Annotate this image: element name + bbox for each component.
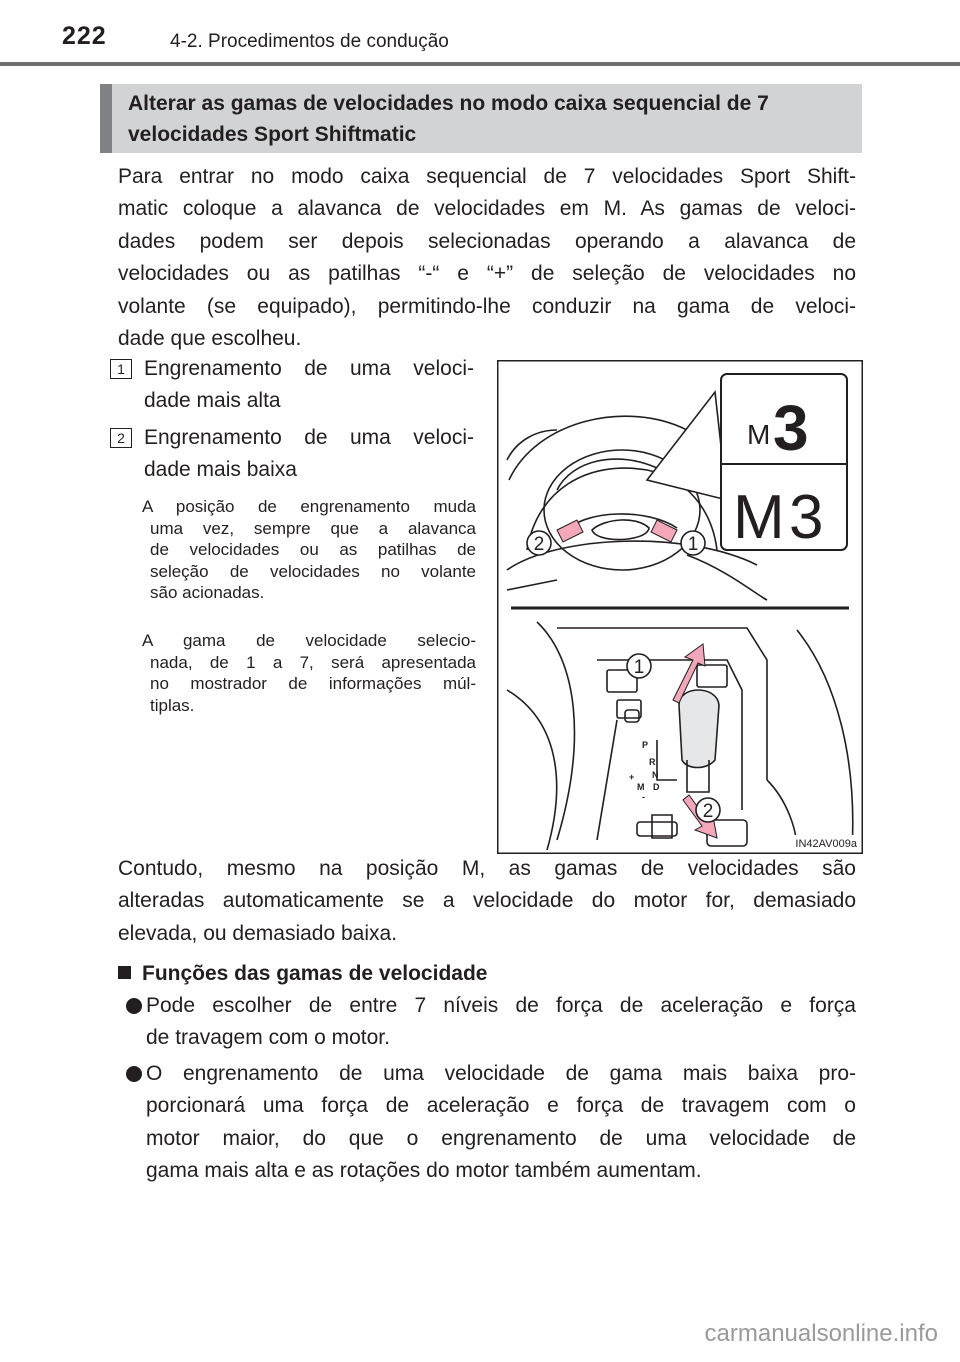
gate-label-minus: - [642,792,645,802]
gate-label-plus: + [629,772,635,782]
paddle-label-2: 2 [533,534,545,555]
note-1-line: seleção de velocidades no volante [150,561,476,581]
illustration-code: IN42AV009a [795,838,857,850]
intro-line: velocidades ou as patilhas “-“ e “+” de seleção de velocidades no [118,262,856,286]
note-1-line: de velocidades ou as patilhas de [150,540,476,559]
gate-label-r: R [649,757,656,767]
intro-line: dade que escolheu. [118,327,302,351]
bullet-2-line: gama mais alta e as rotações do motor também aumentam. [146,1159,702,1183]
after-paragraph [118,853,856,950]
note-2-line: tiplas. [150,695,195,715]
intro-line: matic coloque a alavanca de velocidades em M. As gamas de veloci- [118,197,856,221]
note-1-line: uma vez, sempre que a alavanca [150,518,476,538]
subheading [118,958,487,990]
gear-shift-illustration [497,360,863,854]
callout-number-1: 1 [110,359,132,379]
note-2-line: A gama de velocidade selecio- [142,631,476,650]
bullet-2-line: motor maior, do que o engrenamento de uma velocidade de [146,1126,856,1150]
callout-1 [110,353,474,417]
gate-label-n: N [652,770,659,780]
after-line: alteradas automaticamente se a velocidade do motor for, demasiado [118,889,856,913]
header-rule [0,62,960,66]
callout-2 [110,422,474,486]
intro-line: Para entrar no modo caixa sequencial de 7 velocidades Sport Shift- [118,165,856,188]
gate-label-d: D [653,782,660,792]
callout-2-line-1: Engrenamento de uma veloci- [144,426,474,449]
lever-label-1: 1 [633,657,645,678]
gate-label-m: M [637,782,645,792]
display-top-num: 3 [773,392,809,464]
note-1 [142,496,476,604]
callout-number-2: 2 [110,428,132,448]
callout-1-line-2: dade mais alta [144,389,281,412]
callout-2-line-2: dade mais baixa [144,458,297,481]
bullet-1-line: Pode escolher de entre 7 níveis de força de aceleração e força [146,994,856,1017]
page-number: 222 [62,22,107,50]
note-2 [142,630,476,716]
paddle-label-1: 1 [687,534,699,555]
section-heading-box [100,84,862,153]
display-bottom-num: 3 [789,483,824,552]
subheading-text: Funções das gamas de velocidade [142,962,488,985]
note-2-line: no mostrador de informações múl- [150,674,476,693]
gate-label-p: P [642,740,649,750]
bullet-2-line: porcionará uma força de aceleração e força de travagem com o [146,1094,856,1118]
note-1-line: são acionadas. [150,583,265,602]
note-2-line: nada, de 1 a 7, será apresentada [150,652,476,672]
bullet-2-line: O engrenamento de uma velocidade de gama mais baixa pro- [146,1062,856,1085]
square-bullet-icon [118,966,131,979]
intro-line: volante (se equipado), permitindo-lhe conduzir na gama de veloci- [118,294,856,318]
bullet-dot-icon [126,998,142,1014]
bullet-1-line: de travagem com o motor. [146,1026,390,1050]
display-bottom-m: M [733,483,785,552]
section-title-line-1: Alterar as gamas de velocidades no modo caixa sequencial de 7 [128,92,769,115]
after-line: elevada, ou demasiado baixa. [118,921,398,945]
callout-1-line-1: Engrenamento de uma veloci- [144,357,474,380]
after-line: Contudo, mesmo na posição M, as gamas de velocidades são [118,857,856,880]
bullet-1 [126,990,856,1055]
display-top-m: M [747,419,771,450]
bullet-dot-icon [126,1066,142,1082]
chapter-title: 4-2. Procedimentos de condução [170,31,449,52]
note-1-line: A posição de engrenamento muda [142,497,476,516]
bullet-2 [126,1058,856,1188]
watermark: carmanualsonline.info [704,1320,938,1347]
lever-label-2: 2 [702,801,714,822]
intro-paragraph [118,161,856,355]
intro-line: dades podem ser depois selecionadas operando a alavanca de [118,229,856,253]
section-title-line-2: velocidades Sport Shiftmatic [128,123,417,146]
